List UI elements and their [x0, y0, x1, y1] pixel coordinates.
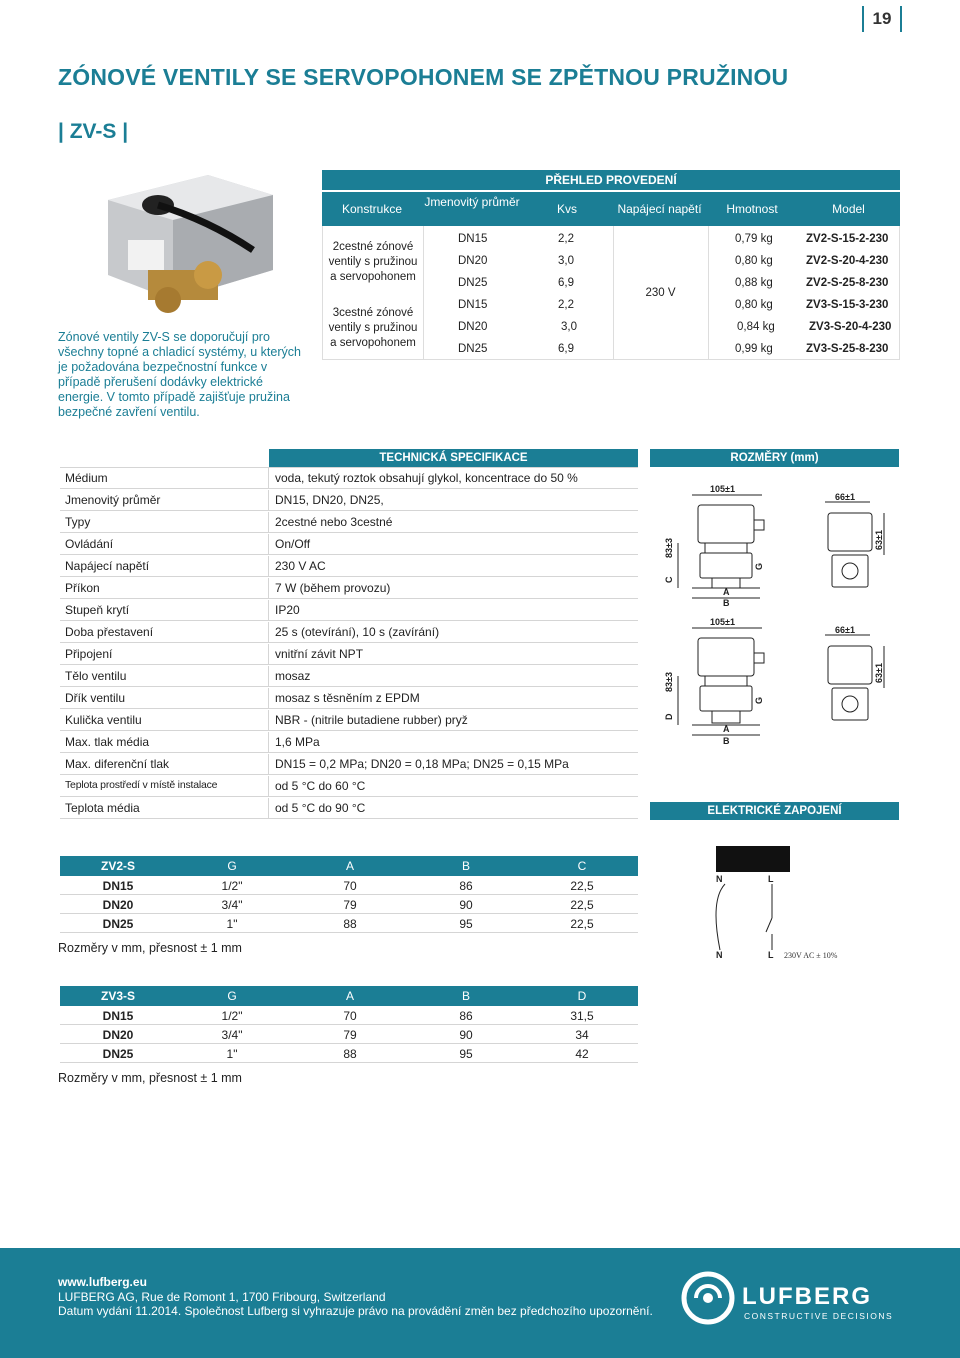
- spec-label: Připojení: [65, 647, 113, 661]
- col-voltage: Napájecí napětí: [617, 202, 702, 216]
- zv2-h2: A: [345, 859, 354, 873]
- spec-row: [60, 468, 638, 489]
- logo-text: LUFBERG: [742, 1283, 872, 1310]
- zv3-h1: G: [227, 989, 237, 1003]
- spec-label: Napájecí napětí: [65, 559, 150, 573]
- zv2-table: [60, 856, 638, 933]
- zv3-r2-4: 34: [575, 1028, 589, 1042]
- row2-dn: DN20: [458, 255, 488, 267]
- spec-label: Doba přestavení: [65, 625, 154, 639]
- zv3-h2: A: [345, 989, 354, 1003]
- spec-value: 25 s (otevírání), 10 s (zavírání): [275, 625, 440, 639]
- wire-l-bottom: L: [768, 950, 774, 960]
- spec-label: Ovládání: [65, 537, 114, 551]
- spec-value: 7 W (během provozu): [275, 581, 391, 595]
- spec-value: 230 V AC: [275, 559, 326, 573]
- row4-dn: DN15: [458, 299, 488, 311]
- zv3-h4: D: [577, 989, 587, 1003]
- dim2-depth2: 63±1: [874, 663, 884, 683]
- spec-label: Max. diferenční tlak: [65, 757, 170, 771]
- spec-value: NBR - (nitrile butadiene rubber) pryž: [275, 713, 468, 727]
- zv3-note: Rozměry v mm, přesnost ± 1 mm: [58, 1071, 242, 1085]
- zv3-r2-2: 79: [343, 1028, 357, 1042]
- dim1-width: 105±1: [710, 484, 735, 494]
- row3-weight: 0,88 kg: [735, 277, 773, 289]
- dim2-g: G: [754, 696, 764, 704]
- spec-row: [60, 644, 638, 665]
- zv3-r1-1: 1/2": [221, 1009, 243, 1023]
- spec-label: Teplota prostředí v místě instalace: [65, 779, 218, 791]
- row5-dn: DN20: [458, 321, 488, 333]
- row6-model: ZV3-S-25-8-230: [806, 343, 889, 355]
- row1-weight: 0,79 kg: [735, 233, 773, 245]
- spec-value: od 5 °C do 60 °C: [275, 779, 366, 793]
- dim2-depth: 66±1: [835, 625, 855, 635]
- col-konstrukce: Konstrukce: [341, 202, 403, 216]
- spec-label: Max. tlak média: [65, 735, 150, 749]
- row4-model: ZV3-S-15-3-230: [806, 299, 889, 311]
- group-3way: 3cestné zónové ventily s pružinou a servopohonem: [328, 307, 418, 349]
- spec-heading: TECHNICKÁ SPECIFIKACE: [269, 449, 638, 467]
- zv2-r3-1: 1": [226, 917, 238, 931]
- row6-dn: DN25: [458, 343, 488, 355]
- zv2-r2-1: 3/4": [221, 898, 243, 912]
- dimensions-heading: ROZMĚRY (mm): [650, 449, 899, 467]
- footer-web-link[interactable]: www.lufberg.eu: [58, 1275, 147, 1289]
- dim2-height: 83±3: [664, 672, 674, 692]
- page-number: 19: [862, 6, 902, 32]
- dim2-d: D: [664, 713, 674, 720]
- spec-label: Kulička ventilu: [65, 713, 142, 727]
- spec-value: mosaz s těsněním z EPDM: [275, 691, 420, 705]
- spec-value: 2cestné nebo 3cestné: [275, 515, 393, 529]
- spec-value: vnitřní závit NPT: [275, 647, 364, 661]
- row1-dn: DN15: [458, 233, 488, 245]
- dim1-depth2: 63±1: [874, 530, 884, 550]
- table-row: [60, 876, 638, 895]
- zv2-r2-0: DN20: [102, 898, 134, 912]
- wire-n-top: N: [716, 874, 723, 884]
- zv2-h1: G: [227, 859, 237, 873]
- spec-label: Příkon: [65, 581, 100, 595]
- wire-n-bottom: N: [716, 950, 723, 960]
- logo-tagline: CONSTRUCTIVE DECISIONS: [744, 1311, 894, 1321]
- spec-row: [60, 798, 638, 819]
- supply-label: 230V AC ± 10%: [784, 951, 838, 960]
- dim1-b: B: [723, 598, 730, 608]
- product-photo: [88, 160, 298, 320]
- zv3-r3-4: 42: [575, 1047, 589, 1061]
- wire-l-top: L: [768, 874, 774, 884]
- overview-table-body: [322, 226, 900, 360]
- row2-weight: 0,80 kg: [735, 255, 773, 267]
- zv2-r1-1: 1/2": [221, 879, 243, 893]
- lufberg-logo: [678, 1268, 918, 1328]
- zv2-r1-0: DN15: [102, 879, 134, 893]
- row6-kvs: 6,9: [558, 343, 574, 355]
- row5-weight: 0,84 kg: [737, 321, 775, 333]
- zv2-r3-2: 88: [343, 917, 357, 931]
- zv3-r1-3: 86: [459, 1009, 473, 1023]
- table-row: [60, 1006, 638, 1025]
- zv3-r1-2: 70: [343, 1009, 357, 1023]
- zv3-r2-0: DN20: [102, 1028, 134, 1042]
- dim2-width: 105±1: [710, 617, 735, 627]
- spec-label: Teplota média: [65, 801, 140, 815]
- product-subtitle: | ZV-S |: [58, 120, 129, 143]
- spec-value: mosaz: [275, 669, 311, 683]
- dim1-depth: 66±1: [835, 492, 855, 502]
- row3-kvs: 6,9: [558, 277, 574, 289]
- row4-kvs: 2,2: [558, 299, 574, 311]
- spec-value: IP20: [275, 603, 300, 617]
- zv2-r2-3: 90: [459, 898, 473, 912]
- spec-value: DN15, DN20, DN25,: [275, 493, 384, 507]
- spec-row: [60, 556, 638, 577]
- spec-row: [60, 754, 638, 775]
- row1-kvs: 2,2: [558, 233, 574, 245]
- zv3-h0: ZV3-S: [100, 989, 135, 1003]
- zv2-h4: C: [577, 859, 587, 873]
- zv2-r3-0: DN25: [102, 917, 134, 931]
- zv2-h0: ZV2-S: [100, 859, 135, 873]
- col-dn: Jmenovitý průměr: [424, 195, 520, 209]
- zv2-note: Rozměry v mm, přesnost ± 1 mm: [58, 941, 242, 955]
- zv2-r3-3: 95: [459, 917, 473, 931]
- dimension-drawings: [650, 480, 899, 770]
- dim1-a: A: [723, 587, 730, 597]
- spec-label: Tělo ventilu: [65, 669, 127, 683]
- table-row: [60, 1044, 638, 1063]
- spec-value: DN15 = 0,2 MPa; DN20 = 0,18 MPa; DN25 = 0,15 MPa: [275, 757, 569, 771]
- row3-model: ZV2-S-25-8-230: [806, 277, 889, 289]
- row4-weight: 0,80 kg: [735, 299, 773, 311]
- spec-row: [60, 534, 638, 555]
- wiring-diagram: [700, 840, 900, 965]
- spec-value: voda, tekutý roztok obsahují glykol, koncentrace do 50 %: [275, 471, 578, 485]
- overview-heading: PŘEHLED PROVEDENÍ: [322, 170, 900, 190]
- overview-columns: [322, 192, 900, 226]
- col-kvs: Kvs: [556, 202, 577, 216]
- zv3-h3: B: [461, 989, 470, 1003]
- spec-label: Médium: [65, 471, 108, 485]
- subtitle-text: ZV-S: [69, 120, 117, 143]
- zv3-r2-3: 90: [459, 1028, 473, 1042]
- dim1-g: G: [754, 562, 764, 570]
- spec-row: [60, 622, 638, 643]
- col-weight: Hmotnost: [726, 202, 778, 216]
- zv2-r2-2: 79: [343, 898, 357, 912]
- spec-row: [60, 490, 638, 511]
- page-title: ZÓNOVÉ VENTILY SE SERVOPOHONEM SE ZPĚTNOU PRUŽINOU: [58, 64, 789, 90]
- electrical-heading: ELEKTRICKÉ ZAPOJENÍ: [650, 802, 899, 820]
- zv3-r3-0: DN25: [102, 1047, 134, 1061]
- row2-kvs: 3,0: [558, 255, 574, 267]
- zv2-r1-3: 86: [459, 879, 473, 893]
- row5-model: ZV3-S-20-4-230: [809, 321, 892, 333]
- spec-value: od 5 °C do 90 °C: [275, 801, 366, 815]
- zv3-r3-2: 88: [343, 1047, 357, 1061]
- row6-weight: 0,99 kg: [735, 343, 773, 355]
- spec-row: [60, 512, 638, 533]
- col-model: Model: [832, 202, 865, 216]
- spec-row: [60, 776, 638, 797]
- dim1-c: C: [664, 576, 674, 583]
- zv2-r1-4: 22,5: [570, 879, 594, 893]
- zv2-r1-2: 70: [343, 879, 357, 893]
- zv3-r1-0: DN15: [102, 1009, 134, 1023]
- spec-row: [60, 688, 638, 709]
- dim2-b: B: [723, 736, 730, 746]
- zv2-h3: B: [461, 859, 470, 873]
- spec-value: 1,6 MPa: [275, 735, 320, 749]
- table-row: [60, 895, 638, 914]
- spec-row: [60, 710, 638, 731]
- spec-row: [60, 600, 638, 621]
- zv3-table: [60, 986, 638, 1063]
- spec-row: [60, 666, 638, 687]
- row2-model: ZV2-S-20-4-230: [806, 255, 889, 267]
- intro-text: Zónové ventily ZV-S se doporučují pro všechny topné a chladicí systémy, u kterých je požadována bezpečnostní funkce v případě přerušení dodávky elektrické energie. V tomto případě zajišťuje pružina bezpečné zavření ventilu.: [58, 330, 301, 419]
- zv3-r2-1: 3/4": [221, 1028, 243, 1042]
- zv3-r3-3: 95: [459, 1047, 473, 1061]
- voltage-value: 230 V: [645, 287, 676, 299]
- group-2way: 2cestné zónové ventily s pružinou a servopohonem: [328, 241, 418, 283]
- spec-value: On/Off: [275, 537, 311, 551]
- dim1-height: 83±3: [664, 538, 674, 558]
- zv2-header: [60, 856, 638, 876]
- table-row: [60, 914, 638, 933]
- dim2-a: A: [723, 724, 730, 734]
- footer-issue-note: Datum vydání 11.2014. Společnost Lufberg si vyhrazuje právo na provádění změn bez předchozího upozornění.: [58, 1304, 653, 1318]
- row1-model: ZV2-S-15-2-230: [806, 233, 889, 245]
- row3-dn: DN25: [458, 277, 488, 289]
- spec-label: Typy: [65, 515, 91, 529]
- table-row: [60, 1025, 638, 1044]
- zv3-r1-4: 31,5: [570, 1009, 594, 1023]
- spec-row: [60, 732, 638, 753]
- zv3-r3-1: 1": [226, 1047, 238, 1061]
- zv2-r2-4: 22,5: [570, 898, 594, 912]
- footer-address: LUFBERG AG, Rue de Romont 1, 1700 Fribourg, Switzerland: [58, 1290, 386, 1304]
- spec-row: [60, 578, 638, 599]
- spec-label: Dřík ventilu: [65, 691, 126, 705]
- spec-label: Stupeň krytí: [65, 603, 130, 617]
- zv3-header: [60, 986, 638, 1006]
- row5-kvs: 3,0: [561, 321, 577, 333]
- zv2-r3-4: 22,5: [570, 917, 594, 931]
- spec-label: Jmenovitý průměr: [65, 493, 161, 507]
